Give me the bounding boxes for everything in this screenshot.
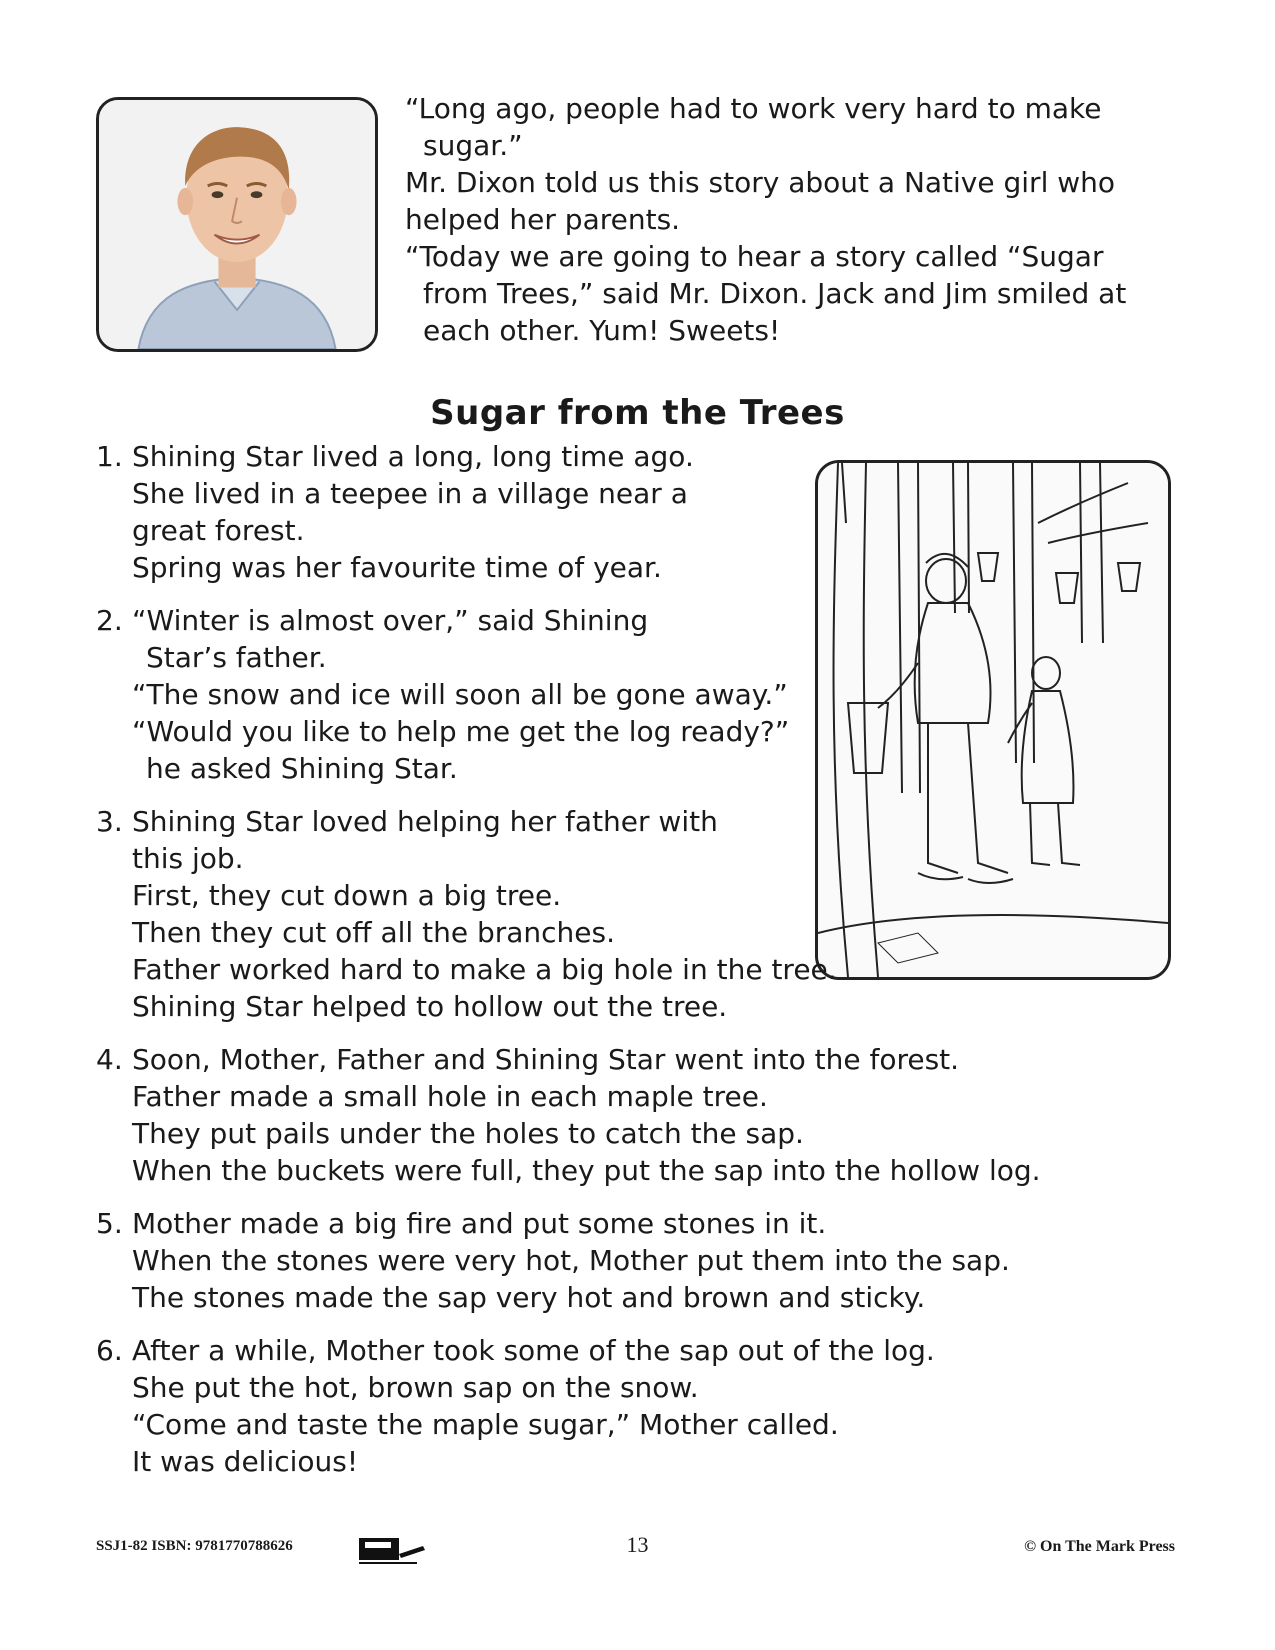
- story-paragraph: [96, 602, 1196, 787]
- story-line: She lived in a teepee in a village near a: [132, 477, 688, 510]
- story-line: Mother made a big fire and put some stones in it.: [132, 1207, 827, 1240]
- story-line: Star’s father.: [146, 641, 327, 674]
- story-line: he asked Shining Star.: [146, 752, 458, 785]
- paragraph-number: 2.: [96, 604, 123, 637]
- story-line: Soon, Mother, Father and Shining Star went into the forest.: [132, 1043, 960, 1076]
- story-paragraph: [96, 1332, 1196, 1480]
- story-paragraph: [96, 1205, 1196, 1316]
- intro-line: “Today we are going to hear a story called “Sugar from Trees,” said Mr. Dixon. Jack and Jim smiled at each other. Yum! Sweets!: [405, 240, 1127, 347]
- story-line: Spring was her favourite time of year.: [132, 551, 662, 584]
- intro-line: Mr. Dixon told us this story about a Native girl who helped her parents.: [405, 166, 1116, 236]
- story-line: They put pails under the holes to catch the sap.: [132, 1117, 804, 1150]
- story-paragraph: [96, 803, 1196, 1025]
- intro-line: “Long ago, people had to work very hard to make sugar.”: [405, 92, 1102, 162]
- story-list: [96, 438, 1196, 1480]
- story-line: “Come and taste the maple sugar,” Mother called.: [132, 1408, 839, 1441]
- paragraph-number: 3.: [96, 805, 123, 838]
- story-line: When the buckets were full, they put the sap into the hollow log.: [132, 1154, 1041, 1187]
- story-line: It was delicious!: [132, 1445, 359, 1478]
- isbn-code: SSJ1-82 ISBN: 9781770788626: [96, 1538, 293, 1554]
- paragraph-number: 1.: [96, 440, 123, 473]
- story-line: The stones made the sap very hot and brown and sticky.: [132, 1281, 926, 1314]
- story-line: “Would you like to help me get the log ready?”: [132, 715, 790, 748]
- story-line: First, they cut down a big tree.: [132, 879, 562, 912]
- story-paragraph: [96, 438, 1196, 586]
- story-line: Father made a small hole in each maple tree.: [132, 1080, 768, 1113]
- story-line: “Winter is almost over,” said Shining: [132, 604, 649, 637]
- story-line: After a while, Mother took some of the sap out of the log.: [132, 1334, 935, 1367]
- story-line: Shining Star loved helping her father with: [132, 805, 718, 838]
- story-line: Shining Star helped to hollow out the tree.: [132, 990, 728, 1023]
- story-paragraph: [96, 1041, 1196, 1189]
- paragraph-number: 5.: [96, 1207, 123, 1240]
- intro-text: [405, 90, 1165, 349]
- page-number: 13: [626, 1532, 649, 1557]
- story-line: Father worked hard to make a big hole in the tree.: [132, 953, 837, 986]
- story-line: this job.: [132, 842, 244, 875]
- paragraph-number: 6.: [96, 1334, 123, 1367]
- page-footer: [0, 1532, 1275, 1562]
- story-line: Then they cut off all the branches.: [132, 916, 615, 949]
- copyright-text: © On The Mark Press: [1024, 1538, 1175, 1555]
- story-line: great forest.: [132, 514, 305, 547]
- teacher-photo: [96, 97, 378, 352]
- story-line: When the stones were very hot, Mother put them into the sap.: [132, 1244, 1010, 1277]
- paragraph-number: 4.: [96, 1043, 123, 1076]
- story-line: She put the hot, brown sap on the snow.: [132, 1371, 699, 1404]
- story-line: Shining Star lived a long, long time ago.: [132, 440, 694, 473]
- story-title: Sugar from the Trees: [430, 393, 845, 433]
- story-line: “The snow and ice will soon all be gone away.”: [132, 678, 788, 711]
